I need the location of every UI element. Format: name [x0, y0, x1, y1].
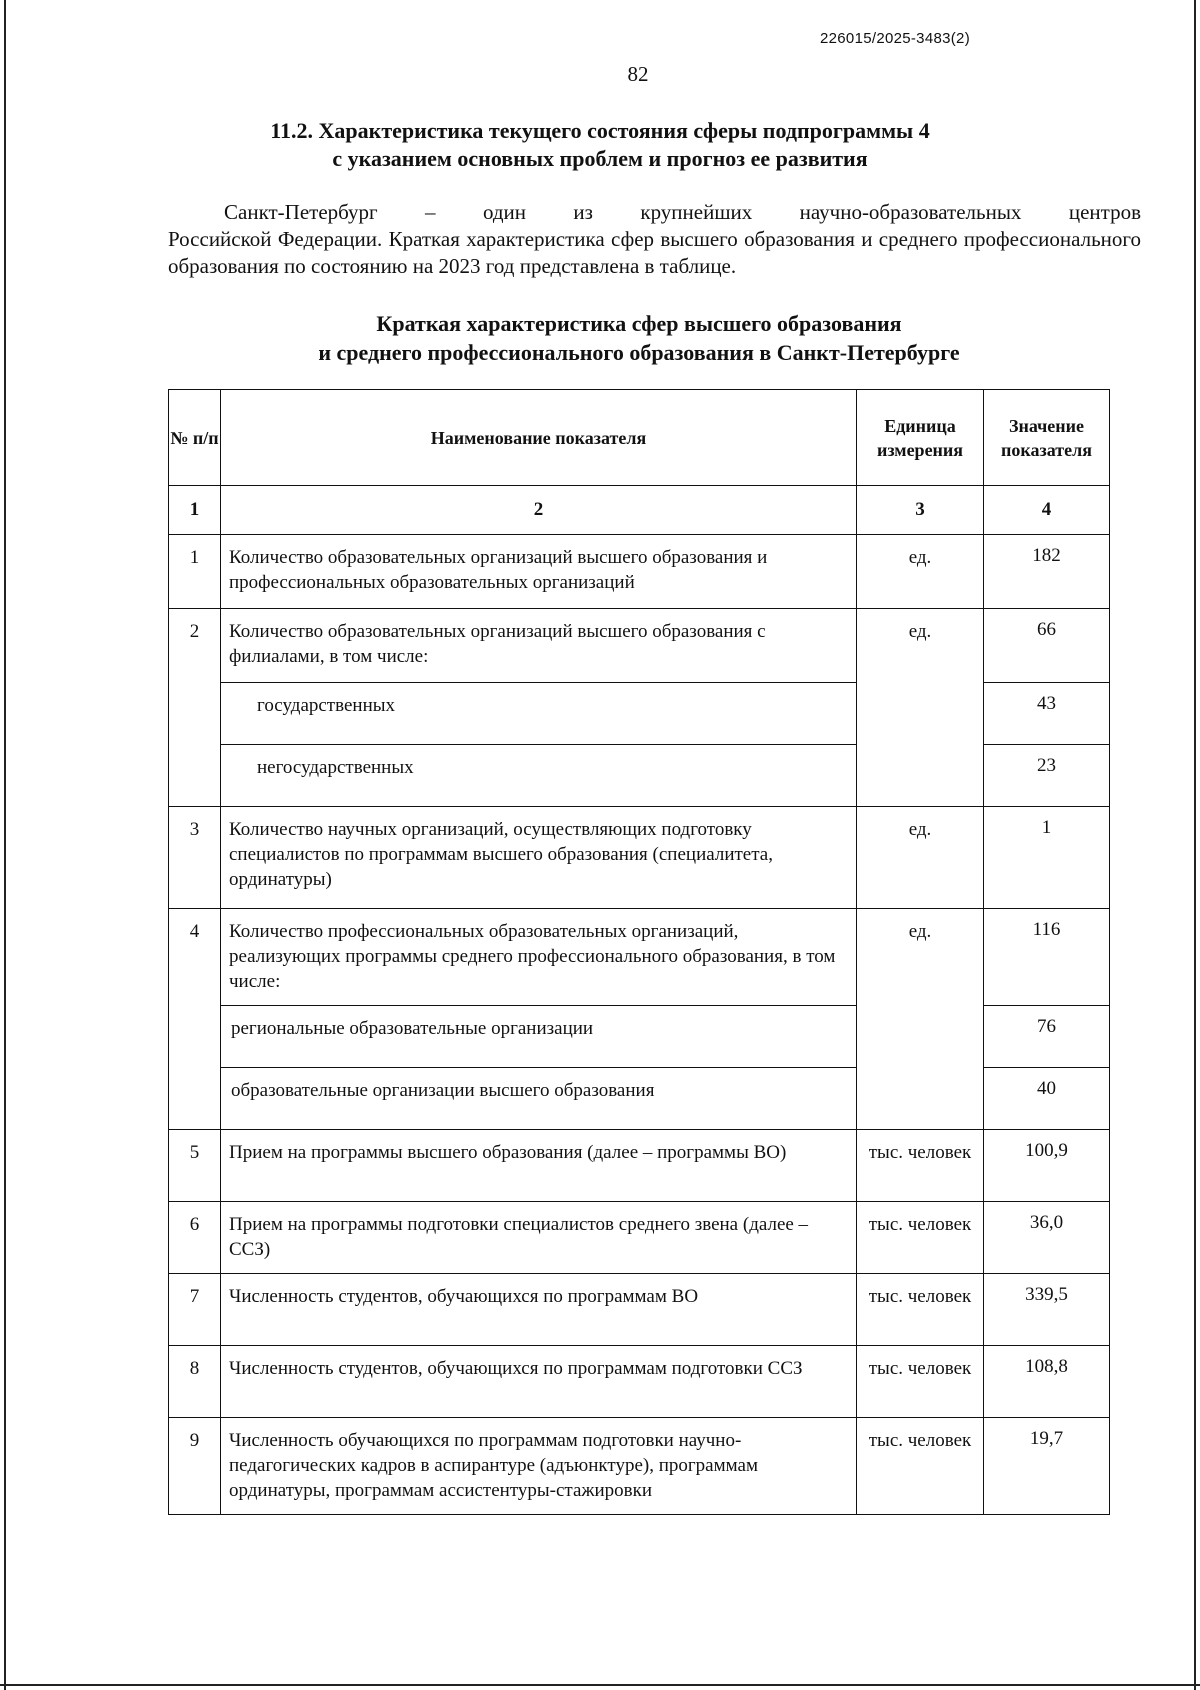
sub-indicator-name: региональные образовательные организации — [221, 1006, 857, 1068]
page-border-bottom — [0, 1684, 1200, 1686]
header-num: № п/п — [169, 390, 221, 486]
indicator-value: 182 — [984, 535, 1110, 609]
table-row — [169, 609, 1110, 683]
unit-of-measure: тыс. человек — [857, 1130, 984, 1202]
table-header-row — [169, 390, 1110, 486]
table-row — [169, 1418, 1110, 1515]
section-title-line-2: с указанием основных проблем и прогноз ее развития — [332, 146, 868, 171]
column-number: 3 — [857, 486, 984, 535]
unit-of-measure: тыс. человек — [857, 1274, 984, 1346]
table-title-line-2: и среднего профессионального образования в Санкт-Петербурге — [318, 340, 960, 365]
table-row — [169, 909, 1110, 1006]
header-name: Наименование показателя — [221, 390, 857, 486]
indicator-name: Прием на программы подготовки специалистов среднего звена (далее – ССЗ) — [221, 1202, 857, 1274]
sub-indicator-value: 43 — [984, 683, 1110, 745]
unit-of-measure: ед. — [857, 909, 984, 1130]
indicator-name: Численность обучающихся по программам подготовки научно-педагогических кадров в аспирантуре (адъюнктуре), программам ординатуры, программам ассистентуры-стажировки — [221, 1418, 857, 1515]
indicator-value: 339,5 — [984, 1274, 1110, 1346]
row-number: 4 — [169, 909, 221, 1130]
column-number: 1 — [169, 486, 221, 535]
sub-indicator-name: негосударственных — [221, 745, 857, 807]
row-number: 1 — [169, 535, 221, 609]
intro-paragraph — [168, 199, 1141, 280]
row-number: 6 — [169, 1202, 221, 1274]
table-title-line-1: Краткая характеристика сфер высшего образования — [376, 311, 902, 336]
row-number: 8 — [169, 1346, 221, 1418]
table-body — [169, 486, 1110, 1515]
indicators-table-container — [168, 389, 1109, 1515]
table-row — [169, 535, 1110, 609]
unit-of-measure: ед. — [857, 535, 984, 609]
sub-indicator-name: образовательные организации высшего образования — [221, 1068, 857, 1130]
row-number: 9 — [169, 1418, 221, 1515]
table-row — [169, 807, 1110, 909]
row-number: 2 — [169, 609, 221, 807]
header-value: Значение показателя — [984, 390, 1110, 486]
indicator-value: 36,0 — [984, 1202, 1110, 1274]
table-title — [150, 309, 1128, 367]
indicator-value: 100,9 — [984, 1130, 1110, 1202]
column-numbers-row — [169, 486, 1110, 535]
indicator-name: Численность студентов, обучающихся по программам ВО — [221, 1274, 857, 1346]
intro-rest: Российской Федерации. Краткая характеристика сфер высшего образования и среднего профессионального образования по состоянию на 2023 год представлена в таблице. — [168, 227, 1141, 278]
header-unit: Единица измерения — [857, 390, 984, 486]
indicator-value: 1 — [984, 807, 1110, 909]
sub-indicator-value: 23 — [984, 745, 1110, 807]
indicators-table — [168, 389, 1110, 1515]
indicator-value: 116 — [984, 909, 1110, 1006]
page-border-left — [4, 0, 6, 1690]
indicator-value: 66 — [984, 609, 1110, 683]
indicator-name: Количество научных организаций, осуществляющих подготовку специалистов по программам высшего образования (специалитета, ординатуры) — [221, 807, 857, 909]
sub-indicator-value: 76 — [984, 1006, 1110, 1068]
table-row — [169, 1202, 1110, 1274]
unit-of-measure: ед. — [857, 609, 984, 807]
table-row — [169, 1274, 1110, 1346]
indicator-name: Прием на программы высшего образования (далее – программы ВО) — [221, 1130, 857, 1202]
column-number: 2 — [221, 486, 857, 535]
row-number: 3 — [169, 807, 221, 909]
table-row — [169, 1346, 1110, 1418]
page-border-right — [1194, 0, 1196, 1690]
unit-of-measure: тыс. человек — [857, 1346, 984, 1418]
sub-indicator-value: 40 — [984, 1068, 1110, 1130]
indicator-name: Численность студентов, обучающихся по программам подготовки ССЗ — [221, 1346, 857, 1418]
indicator-name: Количество образовательных организаций высшего образования и профессиональных образовательных организаций — [221, 535, 857, 609]
indicator-name: Количество образовательных организаций высшего образования с филиалами, в том числе: — [221, 609, 857, 683]
section-title — [150, 117, 1050, 173]
unit-of-measure: тыс. человек — [857, 1418, 984, 1515]
table-row — [169, 1130, 1110, 1202]
column-number: 4 — [984, 486, 1110, 535]
intro-first-line: Санкт-Петербург – один из крупнейших научно-образовательных центров — [224, 200, 1141, 224]
sub-indicator-name: государственных — [221, 683, 857, 745]
indicator-name: Количество профессиональных образовательных организаций, реализующих программы среднего профессионального образования, в том числе: — [221, 909, 857, 1006]
row-number: 5 — [169, 1130, 221, 1202]
indicator-value: 108,8 — [984, 1346, 1110, 1418]
section-title-line-1: 11.2. Характеристика текущего состояния сферы подпрограммы 4 — [270, 118, 930, 143]
document-number: 226015/2025-3483(2) — [820, 30, 970, 47]
unit-of-measure: тыс. человек — [857, 1202, 984, 1274]
indicator-value: 19,7 — [984, 1418, 1110, 1515]
unit-of-measure: ед. — [857, 807, 984, 909]
row-number: 7 — [169, 1274, 221, 1346]
page-number: 82 — [627, 62, 649, 86]
